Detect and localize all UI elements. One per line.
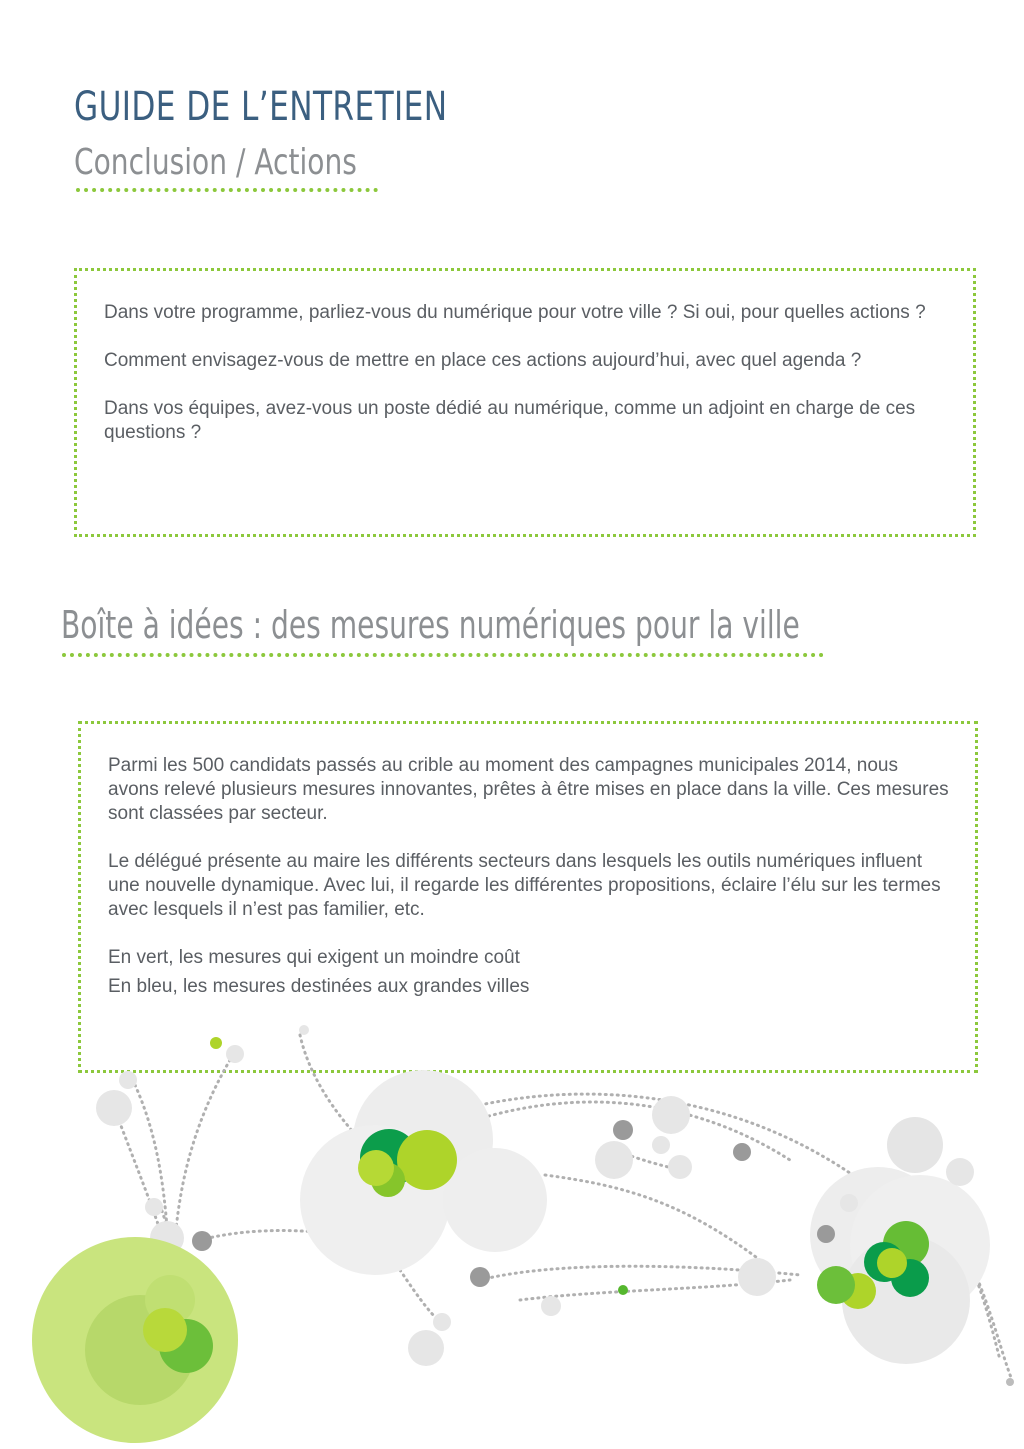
ideas-heading-underline: [62, 653, 824, 657]
ideas-paragraph-intro: Parmi les 500 candidats passés au crible au moment des campagnes municipales 2014, nous avons relevé plusieurs mesures innovantes, prêtes à être mises en place dans la ville. Ces mesures sont classées par secteur.: [108, 755, 949, 824]
page-subtitle: Conclusion / Actions: [74, 142, 357, 183]
ideas-heading: Boîte à idées : des mesures numériques pour la ville: [61, 603, 800, 647]
legend-blue: En bleu, les mesures destinées aux grandes villes: [108, 976, 530, 997]
ideas-paragraph-delegue: Le délégué présente au maire les différents secteurs dans lesquels les outils numériques influent une nouvelle dynamique. Avec lui, il regarde les différentes propositions, éclaire l’élu sur les termes avec lesquels il n’est pas familier, etc.: [108, 851, 941, 920]
decorative-bubbles-illustration: [0, 1010, 1024, 1449]
question-agenda: Comment envisagez-vous de mettre en place ces actions aujourd’hui, avec quel agenda ?: [104, 350, 862, 371]
legend-green: En vert, les mesures qui exigent un moindre coût: [108, 947, 520, 968]
questions-box: [74, 268, 976, 537]
subtitle-underline: [76, 188, 378, 192]
question-equipes: Dans vos équipes, avez-vous un poste dédié au numérique, comme un adjoint en charge de ces questions ?: [104, 398, 916, 443]
page-title: GUIDE DE L’ENTRETIEN: [74, 84, 448, 130]
question-programme: Dans votre programme, parliez-vous du numérique pour votre ville ? Si oui, pour quelles actions ?: [104, 302, 926, 323]
